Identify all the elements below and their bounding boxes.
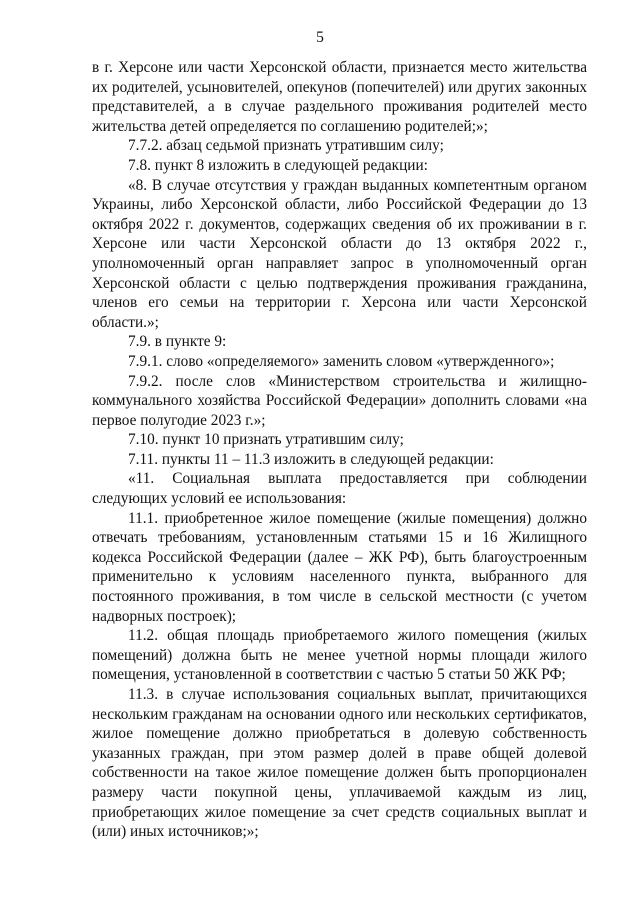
paragraph-7-9: 7.9. в пункте 9: bbox=[128, 333, 227, 351]
paragraph-7-9-1: 7.9.1. слово «определяемого» заменить словом «утвержденного»; bbox=[128, 352, 555, 370]
page-number: 5 bbox=[316, 29, 324, 46]
paragraph-11: «11. Социальная выплата предоставляется при соблюдении следующих условий ее использования: bbox=[92, 470, 587, 508]
paragraph-7-7-2: 7.7.2. абзац седьмой признать утратившим силу; bbox=[128, 137, 444, 155]
paragraph-7-10: 7.10. пункт 10 признать утратившим силу; bbox=[128, 431, 404, 449]
paragraph-11-1: 11.1. приобретенное жилое помещение (жилые помещения) должно отвечать требованиям, установленным статьями 15 и 16 Жилищного кодекса Российской Федерации (далее – ЖК РФ), быть благоустроенным применительно к условиям населенного пункта, выбранного для постоянного проживания, в том числе в сельской местности (с учетом надворных построек); bbox=[92, 509, 587, 625]
paragraph-11-2: 11.2. общая площадь приобретаемого жилого помещения (жилых помещений) должна быть не менее учетной нормы площади жилого помещения, установленной в соответствии с частью 5 статьи 50 ЖК РФ; bbox=[92, 627, 587, 684]
paragraph-7-8: 7.8. пункт 8 изложить в следующей редакции: bbox=[128, 156, 428, 174]
paragraph-continuation: в г. Херсоне или части Херсонской области, признается место жительства их родителей, усыновителей, опекунов (попечителей) или других законных представителей, а в случае раздельного проживания родителей место жительства детей определяется по соглашению родителей;»; bbox=[92, 59, 587, 135]
document-body bbox=[92, 58, 587, 842]
paragraph-7-11: 7.11. пункты 11 – 11.3 изложить в следующей редакции: bbox=[128, 450, 494, 468]
paragraph-7-9-2: 7.9.2. после слов «Министерством строительства и жилищно-коммунального хозяйства Российской Федерации» дополнить словами «на первое полугодие 2023 г.»; bbox=[92, 372, 587, 429]
paragraph-11-3: 11.3. в случае использования социальных выплат, причитающихся нескольким гражданам на основании одного или нескольких сертификатов, жилое помещение должно приобретаться в долевую собственность указанных граждан, при этом размер долей в праве общей долевой собственности на такое жилое помещение должен быть пропорционален размеру части покупной цены, уплачиваемой каждым из лиц, приобретающих жилое помещение за счет средств социальных выплат и (или) иных источников;»; bbox=[92, 686, 587, 841]
paragraph-8-quote: «8. В случае отсутствия у граждан выданных компетентным органом Украины, либо Херсонской области, либо Российской Федерации до 13 октября 2022 г. документов, содержащих сведения об их проживании в г. Херсоне или части Херсонской области до 13 октября 2022 г., уполномоченный орган направляет запрос в уполномоченный орган Херсонской области с целью подтверждения проживания гражданина, членов его семьи на территории г. Херсона или части Херсонской области.»; bbox=[92, 176, 587, 331]
